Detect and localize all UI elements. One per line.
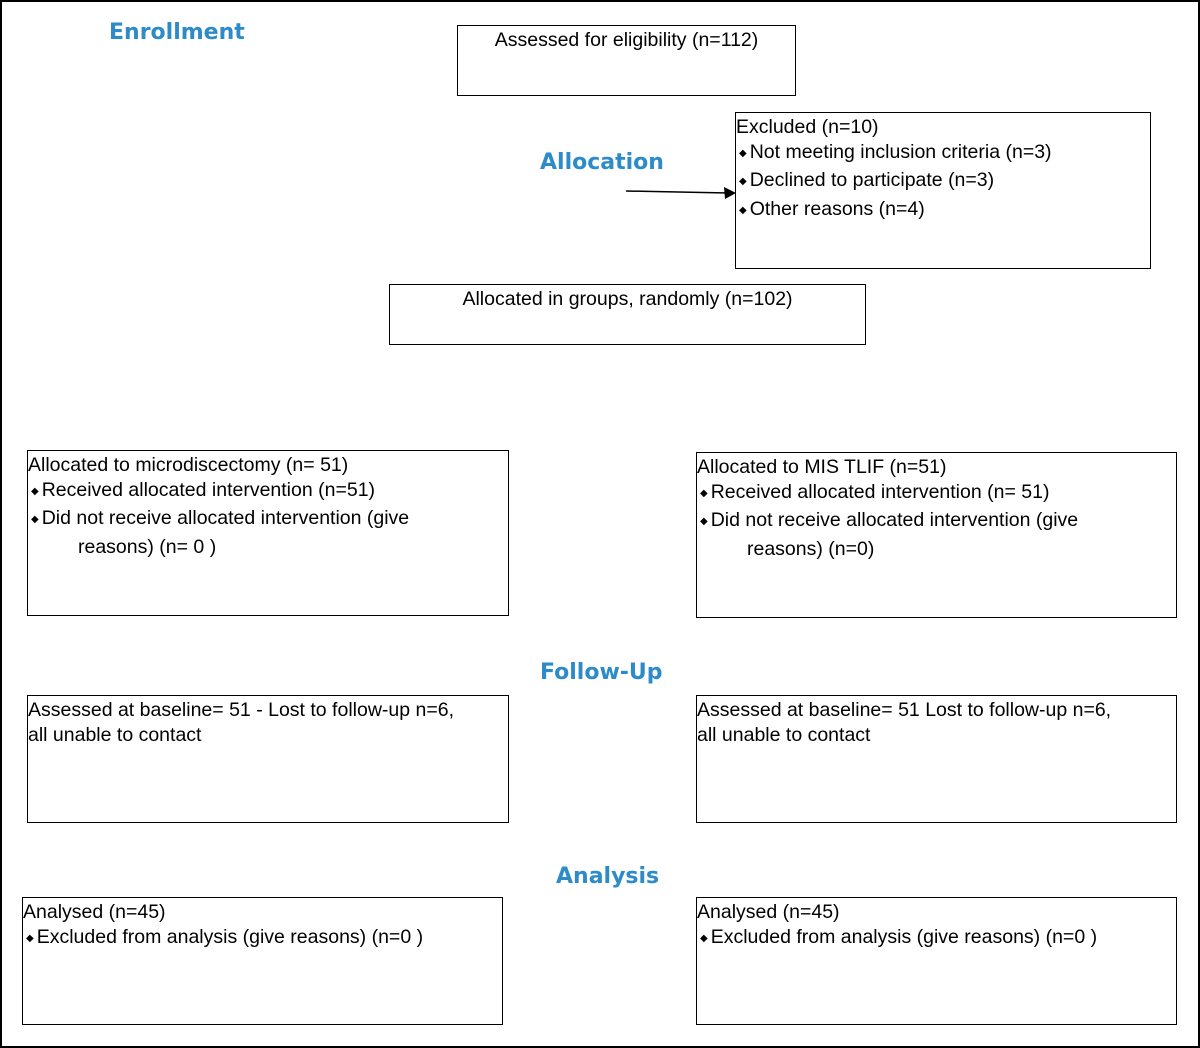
diamond-bullet-icon: ◆ <box>739 176 747 187</box>
stage-follow-up: Follow-Up <box>540 660 663 685</box>
randomized-text: Allocated in groups, randomly (n=102) <box>462 288 793 310</box>
analysis-right-title: Analysed (n=45) <box>697 901 840 923</box>
analysis-right-item: ◆ Excluded from analysis (give reasons) (n=0 ) <box>700 925 1098 948</box>
allocation-right-item-cont: reasons) (n=0) <box>747 537 875 560</box>
allocation-left-item: ◆ Received allocated intervention (n=51) <box>31 478 376 501</box>
diamond-bullet-icon: ◆ <box>700 516 708 527</box>
follow-up-left-line2: all unable to contact <box>28 723 202 746</box>
stage-enrollment: Enrollment <box>109 20 245 45</box>
analysis-left-item: ◆ Excluded from analysis (give reasons) (n=0 ) <box>26 925 424 948</box>
stage-allocation: Allocation <box>540 150 664 175</box>
diamond-bullet-icon: ◆ <box>700 487 708 499</box>
diamond-bullet-icon: ◆ <box>739 204 747 216</box>
analysis-left-title: Analysed (n=45) <box>23 901 166 923</box>
arrow-right-icon <box>626 191 728 193</box>
arrow-head-icon <box>724 187 736 199</box>
stage-analysis: Analysis <box>556 864 660 889</box>
excluded-title: Excluded (n=10) <box>736 116 879 138</box>
excluded-item: ◆ Not meeting inclusion criteria (n=3) <box>739 140 1052 163</box>
diamond-bullet-icon: ◆ <box>26 932 34 944</box>
diamond-bullet-icon: ◆ <box>739 147 747 159</box>
diamond-bullet-icon: ◆ <box>31 485 39 497</box>
follow-up-left-line1: Assessed at baseline= 51 - Lost to follow-up n=6, <box>28 699 455 721</box>
excluded-item: ◆ Other reasons (n=4) <box>739 197 925 220</box>
allocation-left-item: ◆ Did not receive allocated intervention (give <box>31 507 410 529</box>
allocation-right-item: ◆ Received allocated intervention (n= 51) <box>700 480 1050 503</box>
diamond-bullet-icon: ◆ <box>700 932 708 944</box>
allocation-left-title: Allocated to microdiscectomy (n= 51) <box>28 454 349 476</box>
follow-up-right-line2: all unable to contact <box>697 723 871 746</box>
allocation-left-item-cont: reasons) (n= 0 ) <box>78 535 217 558</box>
allocation-right-item: ◆ Did not receive allocated intervention (give <box>700 509 1079 531</box>
eligibility-text: Assessed for eligibility (n=112) <box>494 29 759 51</box>
allocation-right-title: Allocated to MIS TLIF (n=51) <box>697 456 947 478</box>
excluded-item: ◆ Declined to participate (n=3) <box>739 169 995 191</box>
diamond-bullet-icon: ◆ <box>31 514 39 525</box>
follow-up-right-line1: Assessed at baseline= 51 Lost to follow-up n=6, <box>697 699 1112 721</box>
